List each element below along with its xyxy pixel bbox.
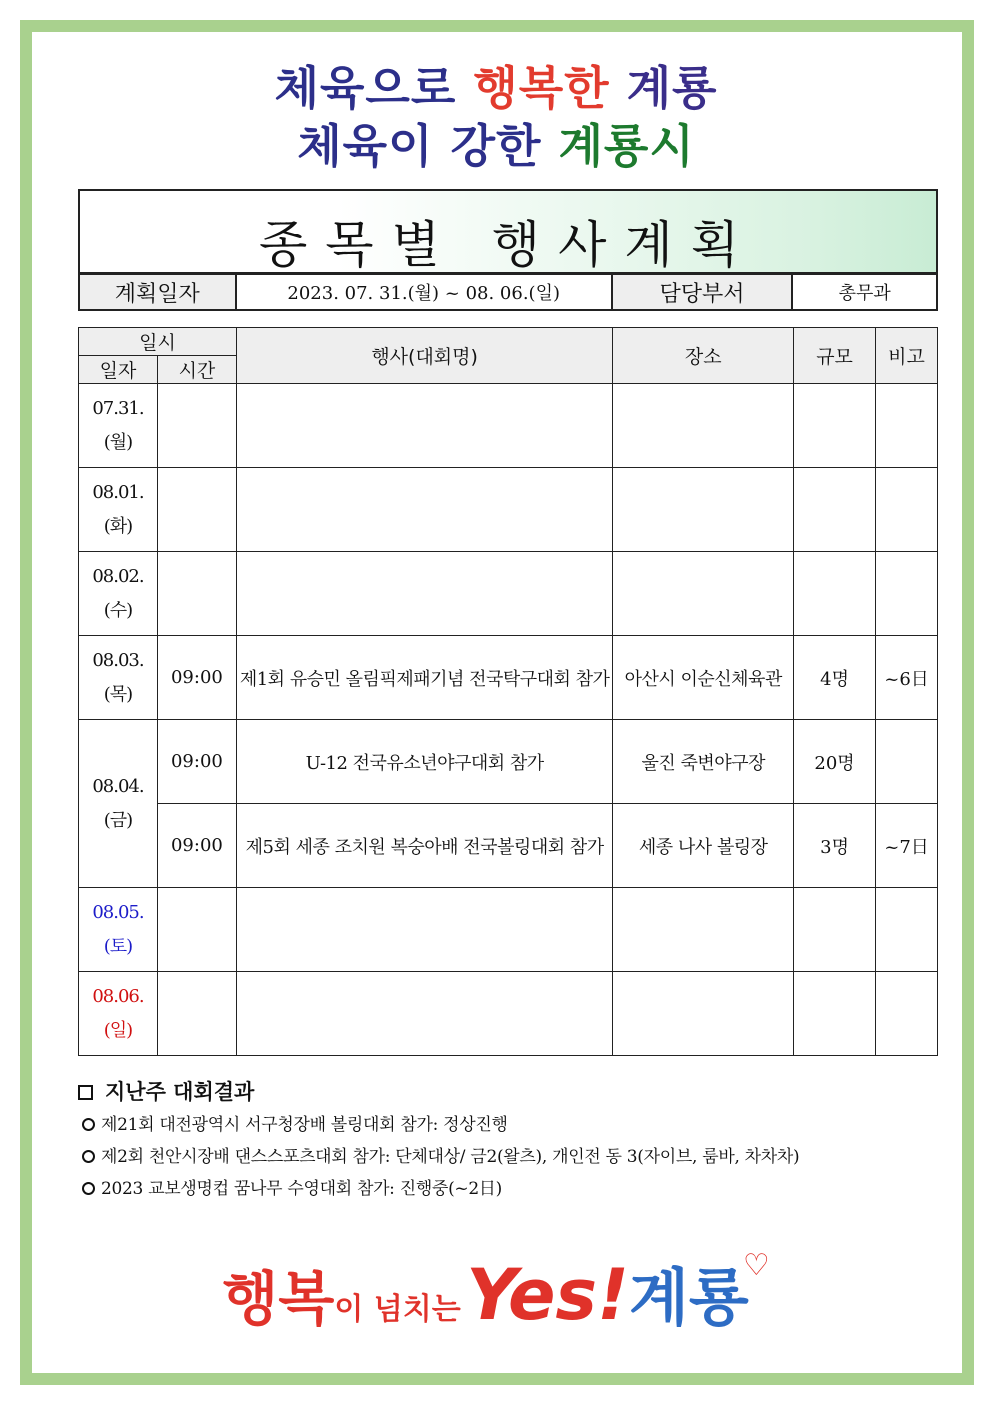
event-cell (236, 552, 612, 636)
page-title: 종목별 행사계획 (259, 216, 757, 274)
date-cell: 08.03. (목) (79, 636, 158, 720)
date-cell: 08.01. (화) (79, 468, 158, 552)
scale-cell (794, 972, 876, 1056)
event-cell (236, 972, 612, 1056)
event-cell (236, 468, 612, 552)
note-cell (876, 552, 938, 636)
dept-label: 담당부서 (612, 274, 793, 310)
footer-part-2: 이 넘치는 (334, 1292, 461, 1327)
place-cell (613, 552, 794, 636)
result-item: 제2회 천안시장배 댄스스포츠대회 참가: 단체대상/ 금2(왈츠), 개인전 동 3(자이브, 룸바, 차차차) (78, 1141, 938, 1173)
header-note: 비고 (876, 328, 938, 384)
results-title: 지난주 대회결과 (78, 1075, 938, 1109)
dept-value: 총무과 (792, 274, 937, 310)
circle-bullet-icon (82, 1182, 95, 1195)
place-cell (613, 468, 794, 552)
table-row (79, 468, 938, 552)
plan-date-label: 계획일자 (79, 274, 236, 310)
plan-info-table (78, 273, 938, 311)
slogan-1a: 체육으로 (274, 61, 457, 115)
note-cell (876, 720, 938, 804)
scale-cell (794, 552, 876, 636)
scale-cell (794, 384, 876, 468)
place-cell (613, 888, 794, 972)
plan-date-value: 2023. 07. 31.(월) ~ 08. 06.(일) (236, 274, 612, 310)
circle-bullet-icon (82, 1118, 95, 1131)
time-cell (157, 972, 236, 1056)
scale-cell (794, 888, 876, 972)
place-cell: 세종 나사 볼링장 (613, 804, 794, 888)
schedule-table (78, 327, 938, 1056)
footer-part-1: 행복 (222, 1265, 335, 1333)
date-cell: 08.04. (금) (79, 720, 158, 888)
date-cell: 08.06. (일) (79, 972, 158, 1056)
place-cell (613, 972, 794, 1056)
table-row (79, 972, 938, 1056)
table-row (79, 804, 938, 888)
time-cell: 09:00 (157, 804, 236, 888)
header-datetime: 일시 (79, 328, 237, 356)
date-cell: 08.05. (토) (79, 888, 158, 972)
time-cell (157, 888, 236, 972)
header-time: 시간 (157, 356, 236, 384)
note-cell (876, 972, 938, 1056)
event-cell: U-12 전국유소년야구대회 참가 (236, 720, 612, 804)
time-cell (157, 468, 236, 552)
note-cell: ~7日 (876, 804, 938, 888)
note-cell (876, 888, 938, 972)
table-row (79, 384, 938, 468)
scale-cell: 4명 (794, 636, 876, 720)
scale-cell: 3명 (794, 804, 876, 888)
date-cell: 07.31. (월) (79, 384, 158, 468)
slogan-line-1 (0, 52, 992, 118)
note-cell: ~6日 (876, 636, 938, 720)
date-cell: 08.02. (수) (79, 552, 158, 636)
table-row (79, 552, 938, 636)
table-row (79, 636, 938, 720)
footer-part-3: Yes! (466, 1254, 630, 1336)
event-cell: 제1회 유승민 올림픽제패기념 전국탁구대회 참가 (236, 636, 612, 720)
table-row (79, 888, 938, 972)
header-place: 장소 (613, 328, 794, 384)
note-cell (876, 468, 938, 552)
note-cell (876, 384, 938, 468)
time-cell: 09:00 (157, 720, 236, 804)
slogan-2a: 체육이 (297, 119, 434, 173)
slogan-line-2 (0, 110, 992, 176)
result-item: 2023 교보생명컵 꿈나무 수영대회 참가: 진행중(~2日) (78, 1173, 938, 1205)
header-date: 일자 (79, 356, 158, 384)
slogan-1b: 행복한 (473, 61, 610, 115)
footer-part-4: 계룡 (629, 1261, 749, 1334)
event-cell (236, 888, 612, 972)
slogan-1c: 계룡 (626, 61, 718, 115)
circle-bullet-icon (82, 1150, 95, 1163)
slogan-2b: 강한 (450, 119, 542, 173)
slogan-2c: 계룡시 (558, 119, 695, 173)
time-cell (157, 552, 236, 636)
header-event: 행사(대회명) (236, 328, 612, 384)
event-cell (236, 384, 612, 468)
place-cell: 아산시 이순신체육관 (613, 636, 794, 720)
square-bullet-icon (78, 1085, 93, 1100)
place-cell (613, 384, 794, 468)
time-cell (157, 384, 236, 468)
last-week-results (78, 1075, 938, 1205)
table-row (79, 720, 938, 804)
time-cell: 09:00 (157, 636, 236, 720)
result-item: 제21회 대전광역시 서구청장배 볼링대회 참가: 정상진행 (78, 1109, 938, 1141)
title-box (78, 189, 938, 274)
heart-icon: ♡ (742, 1248, 770, 1283)
header-scale: 규모 (794, 328, 876, 384)
event-cell: 제5회 세종 조치원 복숭아배 전국볼링대회 참가 (236, 804, 612, 888)
footer-logo (0, 1248, 992, 1337)
place-cell: 울진 죽변야구장 (613, 720, 794, 804)
scale-cell (794, 468, 876, 552)
scale-cell: 20명 (794, 720, 876, 804)
